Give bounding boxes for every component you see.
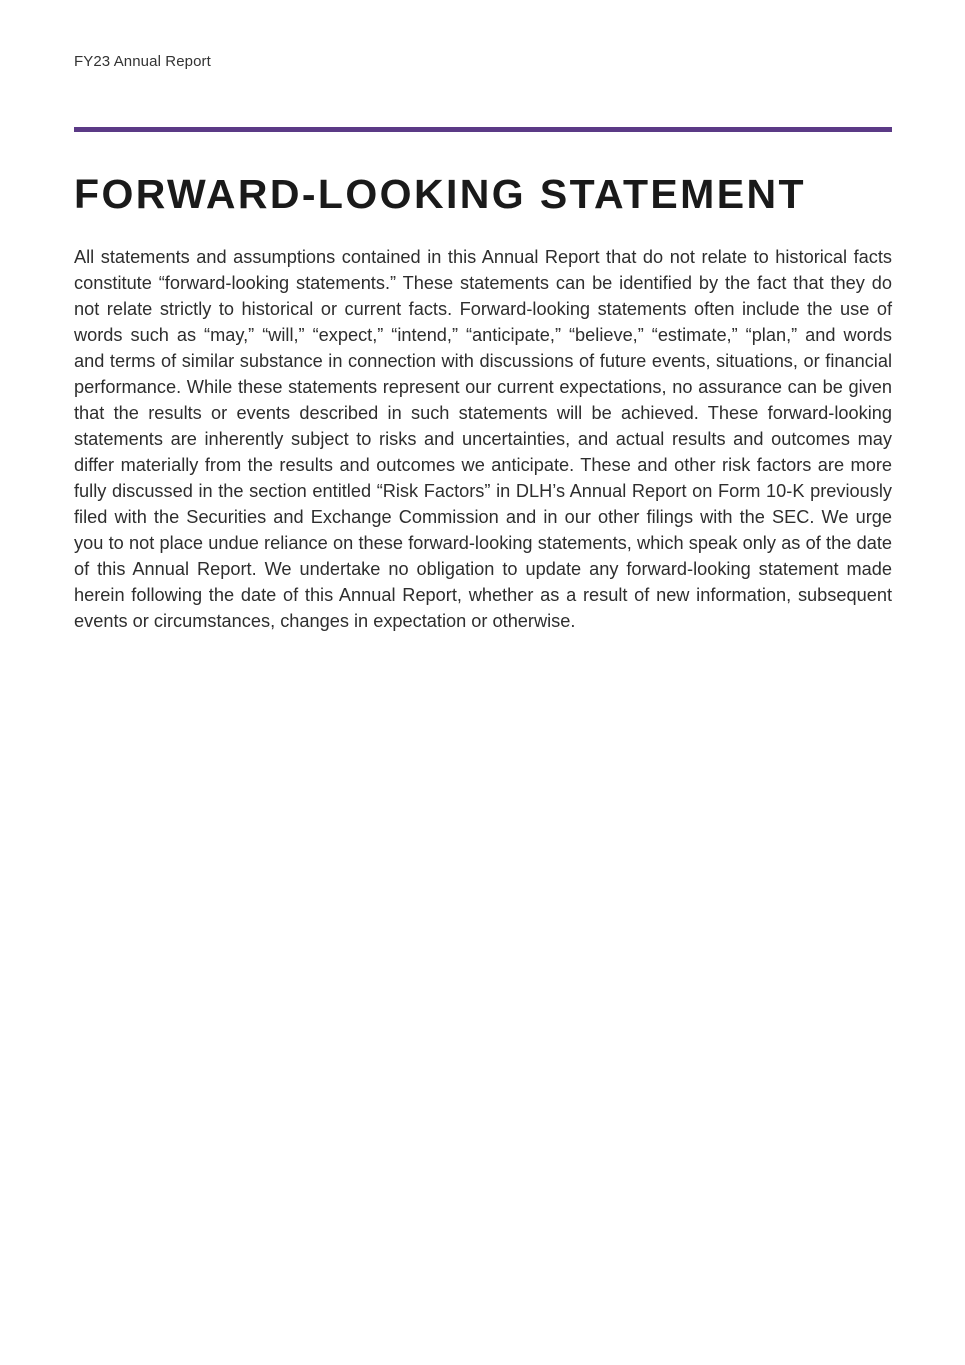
- section-body-paragraph: All statements and assumptions contained in this Annual Report that do not relate to historical facts constitute “forward-looking statements.” These statements can be identified by the fact that they do not relate strictly to historical or current facts. Forward-looking statements often include the use of words such as “may,” “will,” “expect,” “intend,” “anticipate,” “believe,” “estimate,” “plan,” and words and terms of similar substance in connection with discussions of future events, situations, or financial performance. While these statements represent our current expectations, no assurance can be given that the results or events described in such statements will be achieved. These forward-looking statements are inherently subject to risks and uncertainties, and actual results and outcomes may differ materially from the results and outcomes we anticipate. These and other risk factors are more fully discussed in the section entitled “Risk Factors” in DLH’s Annual Report on Form 10-K previously filed with the Securities and Exchange Commission and in our other filings with the SEC. We urge you to not place undue reliance on these forward-looking statements, which speak only as of the date of this Annual Report. We undertake no obligation to update any forward-looking statement made herein following the date of this Annual Report, whether as a result of new information, subsequent events or circumstances, changes in expectation or otherwise.: [74, 247, 892, 631]
- running-header: FY23 Annual Report: [74, 53, 211, 70]
- accent-divider: [74, 127, 892, 132]
- section-title: FORWARD-LOOKING STATEMENT: [74, 171, 806, 217]
- document-page: [74, 0, 892, 1365]
